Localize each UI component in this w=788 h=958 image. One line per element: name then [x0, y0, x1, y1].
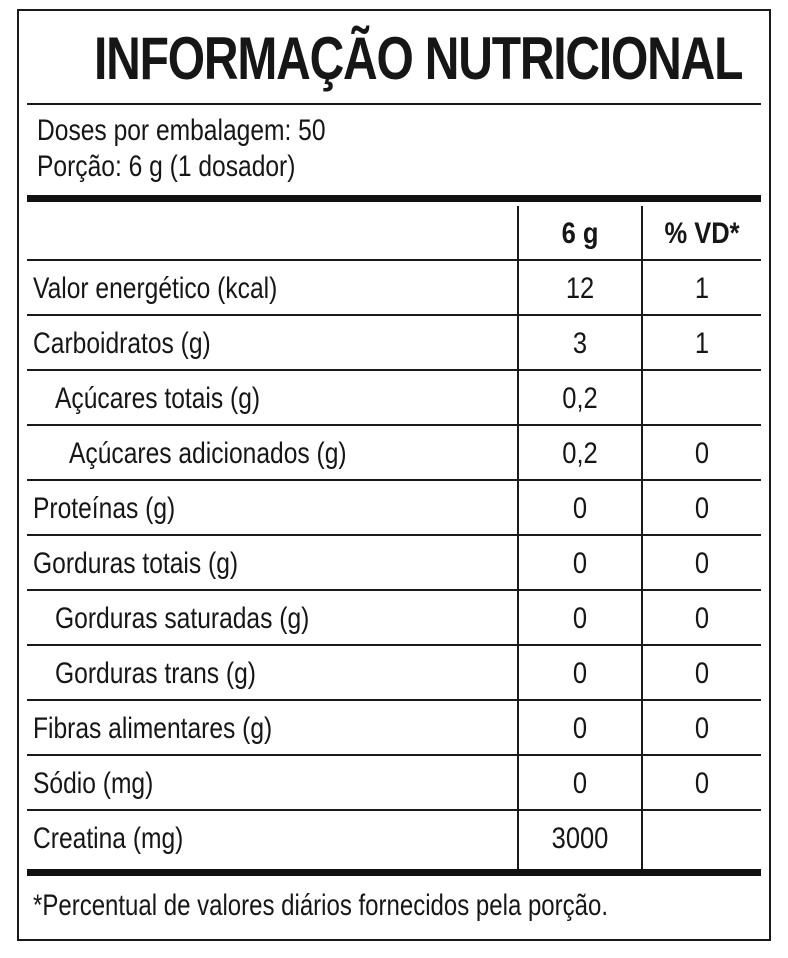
nutrient-name: Gorduras totais (g) [33, 547, 239, 580]
nutrient-dv: 0 [694, 602, 710, 635]
nutrient-amount: 0,2 [562, 382, 598, 415]
table-row [27, 426, 761, 481]
nutrient-name: Gorduras trans (g) [55, 657, 256, 690]
nutrient-name: Açúcares adicionados (g) [69, 437, 347, 470]
table-row [27, 261, 761, 316]
nutrient-name: Proteínas (g) [33, 492, 176, 525]
nutrient-name: Açúcares totais (g) [55, 382, 261, 415]
table-row [27, 371, 761, 426]
table-row [27, 646, 761, 701]
nutrient-name: Creatina (mg) [33, 822, 184, 855]
nutrient-amount: 3000 [551, 822, 609, 855]
nutrient-amount: 0 [572, 767, 588, 800]
nutrient-dv: 1 [694, 327, 710, 360]
nutrient-amount: 0 [572, 547, 588, 580]
nutrient-dv: 0 [694, 547, 710, 580]
nutrient-dv [652, 371, 752, 424]
table-row [27, 811, 761, 866]
nutrient-amount: 0 [572, 492, 588, 525]
serving-divider [27, 195, 761, 202]
table-row [27, 481, 761, 536]
table-row [27, 536, 761, 591]
header-daily-value: % VD* [664, 217, 740, 250]
nutrient-amount: 3 [572, 327, 588, 360]
table-row [27, 591, 761, 646]
serving-size: Porção: 6 g (1 dosador) [37, 150, 296, 183]
nutrient-amount: 0,2 [562, 437, 598, 470]
nutrient-amount: 12 [565, 272, 595, 305]
table-row [27, 756, 761, 811]
table-row [27, 316, 761, 371]
header-amount: 6 g [561, 217, 599, 250]
title-divider [27, 103, 761, 105]
nutrient-name: Fibras alimentares (g) [33, 712, 273, 745]
nutrition-facts-label [17, 9, 771, 941]
nutrient-name: Sódio (mg) [33, 767, 154, 800]
nutrient-dv: 0 [694, 767, 710, 800]
nutrient-dv: 0 [694, 657, 710, 690]
nutrient-dv: 0 [694, 437, 710, 470]
footnote: *Percentual de valores diários fornecidos pela porção. [33, 889, 609, 922]
nutrient-dv: 0 [694, 492, 710, 525]
nutrient-amount: 0 [572, 602, 588, 635]
nutrient-name: Carboidratos (g) [33, 327, 211, 360]
nutrient-name: Gorduras saturadas (g) [55, 602, 310, 635]
nutrient-amount: 0 [572, 657, 588, 690]
nutrient-amount: 0 [572, 712, 588, 745]
table-row [27, 701, 761, 756]
nutrient-dv: 0 [694, 712, 710, 745]
label-title: INFORMAÇÃO NUTRICIONAL [94, 25, 743, 92]
nutrient-name: Valor energético (kcal) [33, 272, 278, 305]
table-bottom-divider [27, 869, 761, 876]
servings-per-package: Doses por embalagem: 50 [37, 114, 326, 147]
nutrient-dv: 1 [694, 272, 710, 305]
nutrient-dv [652, 811, 752, 864]
nutrient-table [27, 206, 761, 866]
table-header-row [27, 206, 761, 261]
